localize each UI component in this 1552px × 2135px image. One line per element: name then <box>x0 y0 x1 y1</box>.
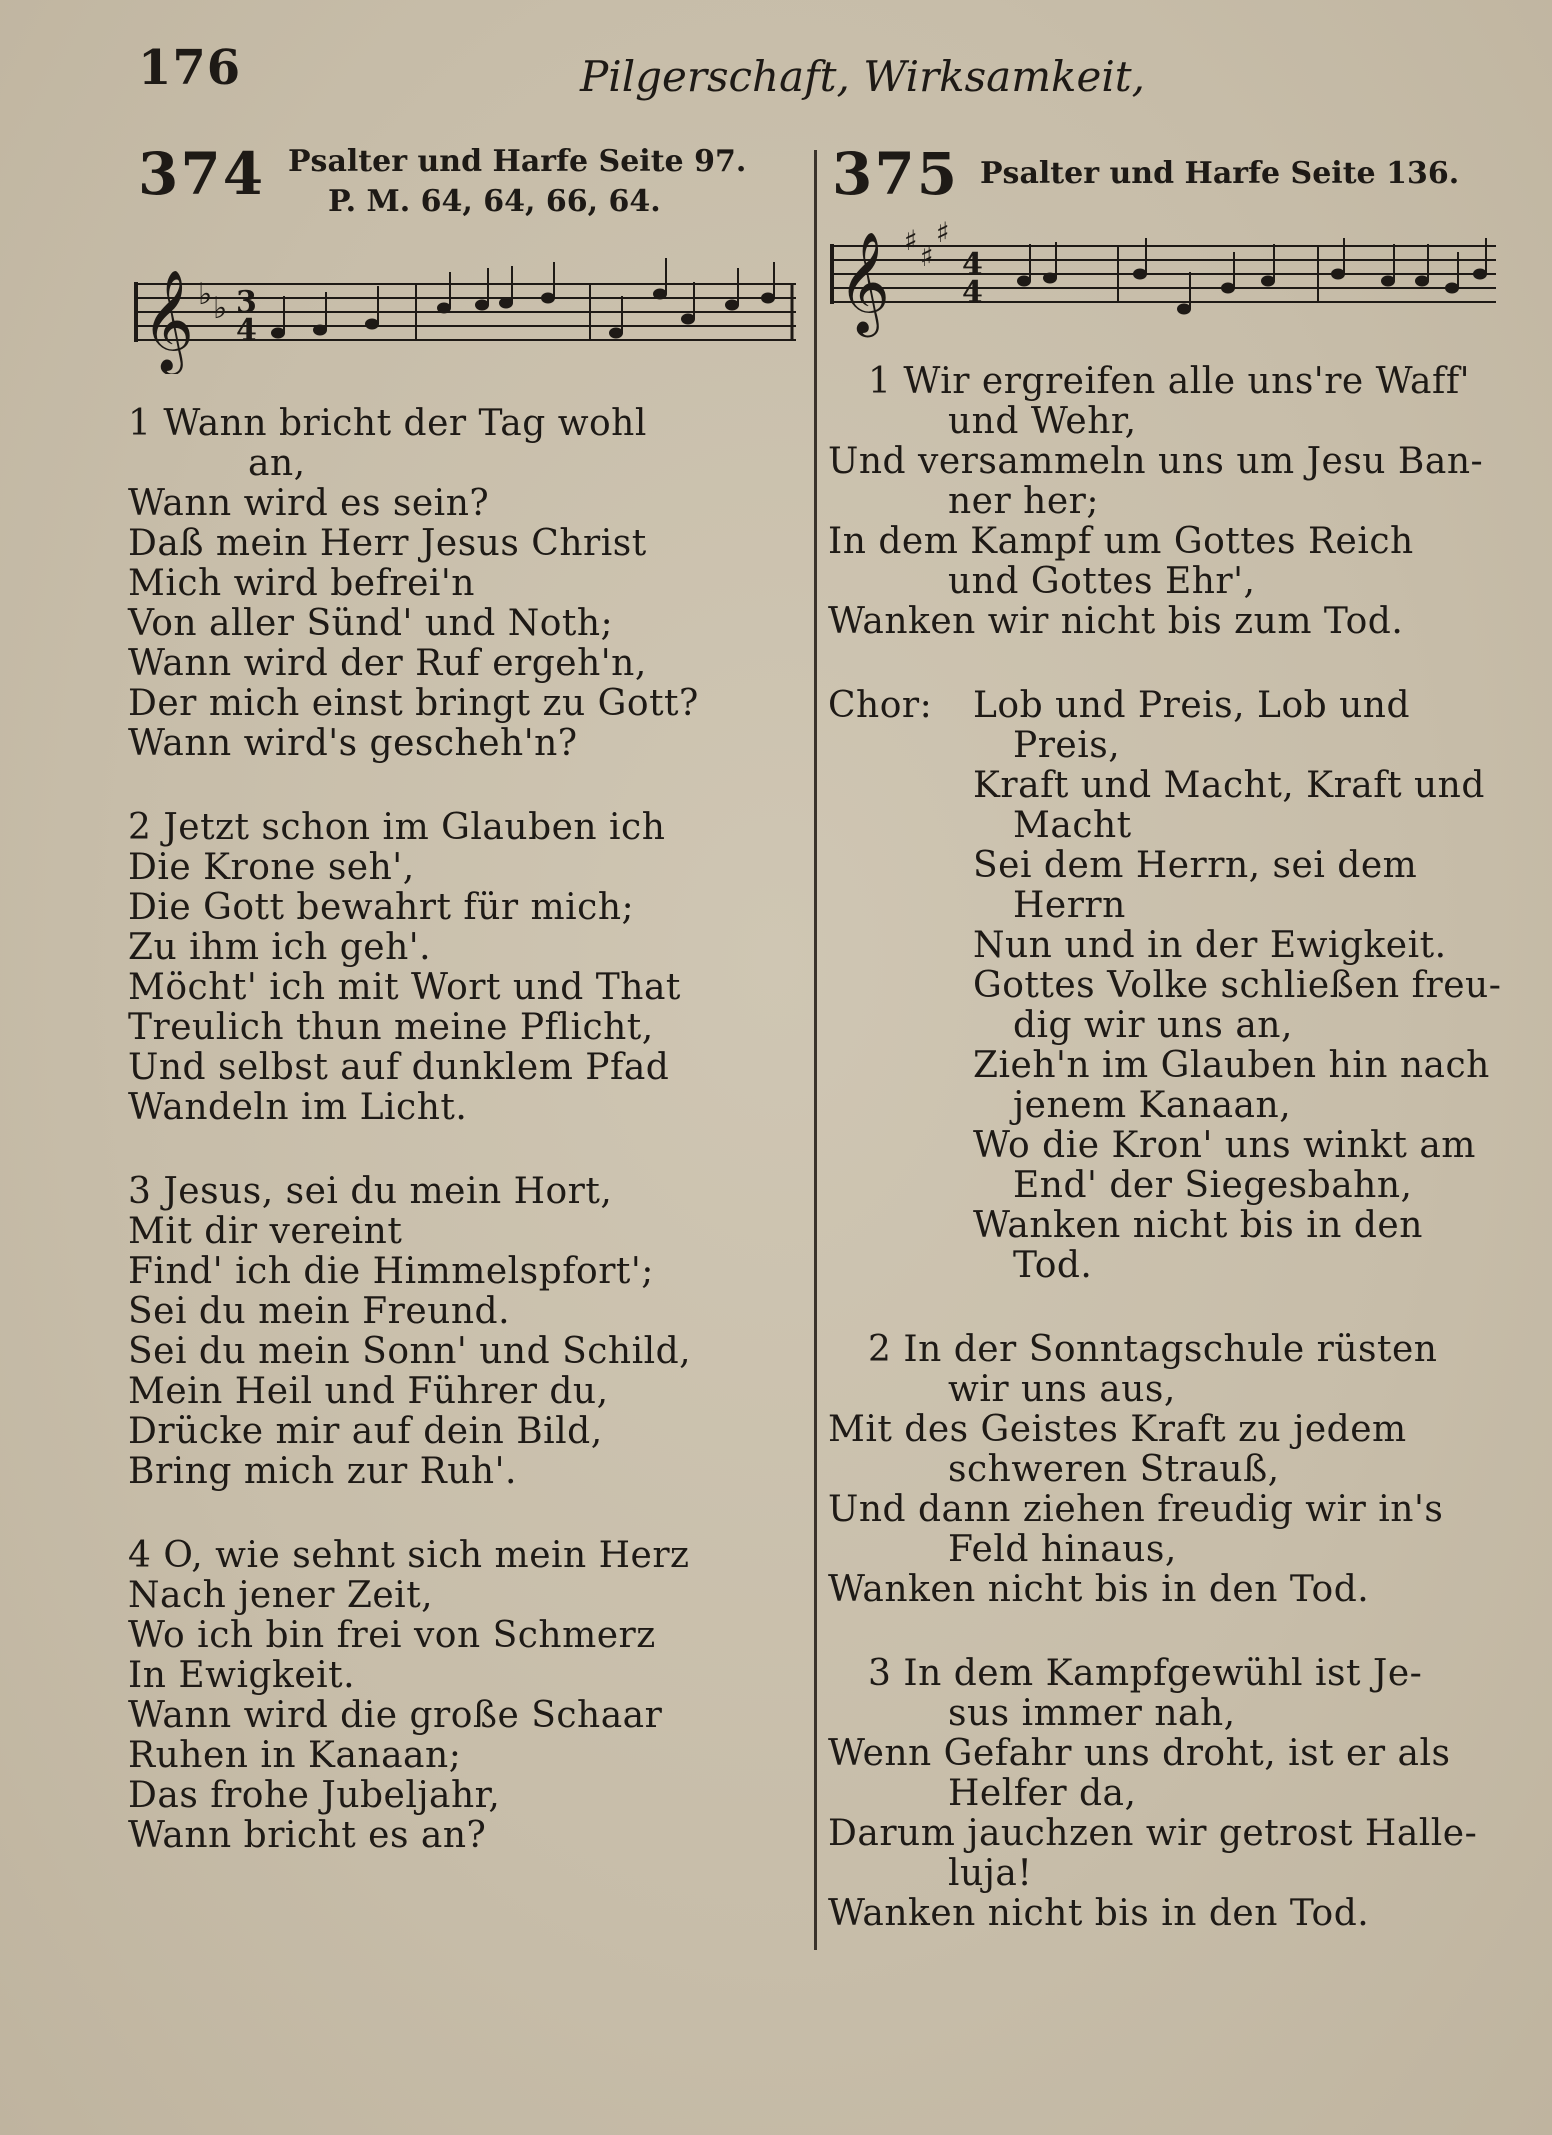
hymn-source: Psalter und Harfe Seite 97. <box>288 144 747 179</box>
verse-line: Sei du mein Sonn' und Schild, <box>128 1331 692 1372</box>
verse-line: Möcht' ich mit Wort und That <box>128 967 681 1008</box>
verse-line: Nach jener Zeit, <box>128 1575 434 1616</box>
verse-3 <box>828 1654 1508 1934</box>
verse-1 <box>828 362 1508 642</box>
verse-line: an, <box>248 443 306 484</box>
verse-2 <box>128 808 808 1128</box>
chorus-line: Gottes Volke schließen freu- <box>973 965 1502 1006</box>
music-notation <box>128 234 798 374</box>
verse-line: wir uns aus, <box>948 1369 1176 1410</box>
chorus-line: Herrn <box>1013 885 1126 926</box>
verse-line: Feld hinaus, <box>948 1529 1177 1570</box>
verse-line: 1 Wir ergreifen alle uns're Waff' <box>868 361 1471 402</box>
verse-line: In Ewigkeit. <box>128 1655 356 1696</box>
verse-line: Zu ihm ich geh'. <box>128 927 432 968</box>
hymn-375-verses <box>828 362 1508 1934</box>
svg-text:4: 4 <box>962 247 983 282</box>
verse-line: ner her; <box>948 481 1099 522</box>
verse-line: Wann wird der Ruf ergeh'n, <box>128 643 647 684</box>
verse-4 <box>128 1536 808 1856</box>
verse-line: Darum jauchzen wir getrost Halle- <box>828 1813 1478 1854</box>
verse-line: 2 In der Sonntagschule rüsten <box>868 1329 1438 1370</box>
verse-line: Das frohe Jubeljahr, <box>128 1775 501 1816</box>
verse-line: Wann wird die große Schaar <box>128 1695 663 1736</box>
verse-line: Der mich einst bringt zu Gott? <box>128 683 699 724</box>
verse-line: Mich wird befrei'n <box>128 563 475 604</box>
verse-line: Wann wird es sein? <box>128 483 490 524</box>
verse-line: 1 Wann bricht der Tag wohl <box>128 403 647 444</box>
hymn-meter: P. M. 64, 64, 66, 64. <box>328 184 661 219</box>
verse-line: 3 Jesus, sei du mein Hort, <box>128 1171 613 1212</box>
verse-3 <box>128 1172 808 1492</box>
chorus-line: Preis, <box>1013 725 1121 766</box>
svg-text:♭: ♭ <box>213 291 228 326</box>
chorus-line: Tod. <box>1013 1245 1093 1286</box>
verse-1 <box>128 404 808 764</box>
column-divider <box>814 150 817 1950</box>
verse-line: 2 Jetzt schon im Glauben ich <box>128 807 666 848</box>
chorus-line: Nun und in der Ewigkeit. <box>973 925 1447 966</box>
verse-line: Mein Heil und Führer du, <box>128 1371 609 1412</box>
verse-line: Find' ich die Himmelspfort'; <box>128 1251 654 1292</box>
hymn-375-header <box>828 140 1508 208</box>
chorus-line: Wanken nicht bis in den <box>973 1205 1423 1246</box>
svg-text:𝄞: 𝄞 <box>142 268 195 371</box>
svg-text:♯: ♯ <box>936 216 950 249</box>
verse-line: Die Gott bewahrt für mich; <box>128 887 635 928</box>
svg-text:4: 4 <box>962 275 983 310</box>
verse-line: Mit des Geistes Kraft zu jedem <box>828 1409 1407 1450</box>
music-staff-374 <box>128 234 808 374</box>
chorus-line: dig wir uns an, <box>1013 1005 1293 1046</box>
svg-text:4: 4 <box>236 313 257 348</box>
chorus-line: Kraft und Macht, Kraft und <box>973 765 1485 806</box>
verse-line: Wenn Gefahr uns droht, ist er als <box>828 1733 1451 1774</box>
verse-line: Wandeln im Licht. <box>128 1087 468 1128</box>
verse-line: Bring mich zur Ruh'. <box>128 1451 517 1492</box>
verse-line: Von aller Sünd' und Noth; <box>128 603 614 644</box>
verse-line: In dem Kampf um Gottes Reich <box>828 521 1414 562</box>
svg-text:♯: ♯ <box>904 224 918 257</box>
verse-line: sus immer nah, <box>948 1693 1236 1734</box>
hymn-374-verses <box>128 404 808 1856</box>
hymn-number: 374 <box>138 140 266 208</box>
verse-line: Wanken nicht bis in den Tod. <box>828 1569 1370 1610</box>
verse-line: Treulich thun meine Pflicht, <box>128 1007 654 1048</box>
verse-2 <box>828 1330 1508 1610</box>
chorus-line: Wo die Kron' uns winkt am <box>973 1125 1476 1166</box>
verse-line: und Wehr, <box>948 401 1137 442</box>
verse-line: Wann wird's gescheh'n? <box>128 723 578 764</box>
verse-line: Mit dir vereint <box>128 1211 403 1252</box>
verse-line: Helfer da, <box>948 1773 1137 1814</box>
verse-line: Daß mein Herr Jesus Christ <box>128 523 647 564</box>
verse-line: Und versammeln uns um Jesu Ban- <box>828 441 1484 482</box>
verse-line: Wanken nicht bis in den Tod. <box>828 1893 1370 1934</box>
hymn-number: 375 <box>832 140 960 208</box>
verse-line: und Gottes Ehr', <box>948 561 1256 602</box>
hymn-374 <box>128 140 808 1900</box>
verse-line: Und selbst auf dunklem Pfad <box>128 1047 670 1088</box>
chorus-label: Chor: <box>828 685 933 726</box>
verse-line: schweren Strauß, <box>948 1449 1280 1490</box>
verse-line: Wann bricht es an? <box>128 1815 487 1856</box>
chorus <box>828 686 1508 1286</box>
verse-line: Die Krone seh', <box>128 847 415 888</box>
verse-line: Sei du mein Freund. <box>128 1291 511 1332</box>
chorus-line: Macht <box>1013 805 1132 846</box>
chorus-line: jenem Kanaan, <box>1013 1085 1292 1126</box>
running-head: Pilgerschaft, Wirksamkeit, <box>580 52 1146 101</box>
chorus-line: End' der Siegesbahn, <box>1013 1165 1413 1206</box>
svg-text:𝄞: 𝄞 <box>838 230 891 333</box>
svg-text:♭: ♭ <box>198 277 213 312</box>
svg-text:3: 3 <box>236 285 257 320</box>
svg-text:♯: ♯ <box>920 240 934 273</box>
verse-line: Ruhen in Kanaan; <box>128 1735 462 1776</box>
page-number: 176 <box>138 40 242 96</box>
hymn-374-header <box>128 140 808 230</box>
verse-line: Und dann ziehen freudig wir in's <box>828 1489 1444 1530</box>
verse-line: 4 O, wie sehnt sich mein Herz <box>128 1535 690 1576</box>
verse-line: 3 In dem Kampfgewühl ist Je- <box>868 1653 1423 1694</box>
chorus-line: Zieh'n im Glauben hin nach <box>973 1045 1490 1086</box>
verse-line: Drücke mir auf dein Bild, <box>128 1411 603 1452</box>
verse-line: Wo ich bin frei von Schmerz <box>128 1615 656 1656</box>
music-staff-375 <box>828 206 1508 346</box>
verse-line: luja! <box>948 1853 1033 1894</box>
hymn-375 <box>828 140 1508 1978</box>
music-notation <box>828 206 1498 346</box>
chorus-line: Lob und Preis, Lob und <box>973 685 1411 726</box>
hymn-source: Psalter und Harfe Seite 136. <box>980 156 1460 191</box>
chorus-line: Sei dem Herrn, sei dem <box>973 845 1418 886</box>
verse-line: Wanken wir nicht bis zum Tod. <box>828 601 1404 642</box>
